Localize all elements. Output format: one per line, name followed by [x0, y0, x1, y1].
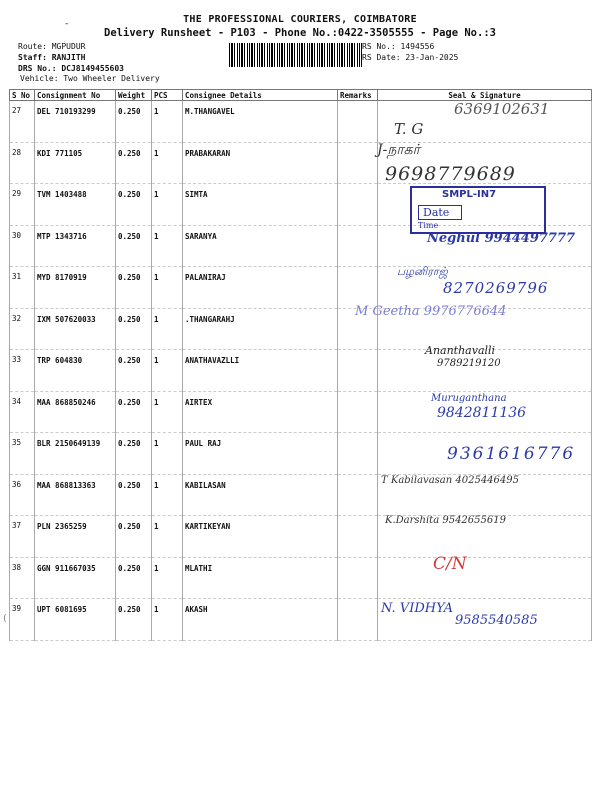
rs-date-value: 23-Jan-2025 — [405, 53, 459, 62]
rs-no-label: RS No.: — [362, 42, 396, 51]
col-header-consignment: Consignment No — [35, 90, 116, 101]
consignment-cell-text: MAA 868850246 — [37, 397, 96, 407]
weight-cell-text: 0.250 — [118, 148, 141, 158]
remarks-cell — [338, 267, 378, 309]
col-header-signature: Seal & Signature — [378, 90, 592, 101]
runsheet-title: Delivery Runsheet - P103 - Phone No.:0422-3505555 - Page No.:3 — [104, 27, 496, 39]
signature-cell — [378, 350, 592, 392]
col-header-consignee: Consignee Details — [183, 90, 338, 101]
table-row — [10, 350, 592, 392]
signature-cell — [378, 474, 592, 516]
sno-cell-text: 36 — [12, 479, 22, 489]
consignment-cell-text: PLN 2365259 — [37, 522, 87, 531]
handwriting-32: M Geetha 9976776644 — [355, 304, 507, 319]
consignment-cell-text: KDI 771105 — [37, 148, 83, 158]
handwriting-39a: N. VIDHYA — [381, 601, 454, 616]
pcs-cell-text: 1 — [154, 190, 159, 199]
weight-cell — [116, 516, 152, 558]
sno-cell-text: 32 — [12, 313, 22, 323]
pcs-cell — [152, 101, 183, 143]
sno-cell-text: 37 — [12, 521, 22, 530]
pcs-cell — [152, 308, 183, 350]
pcs-cell-text: 1 — [154, 273, 159, 282]
table-row — [10, 599, 592, 641]
signature-cell — [378, 267, 592, 309]
table-row — [10, 474, 592, 516]
sno-cell — [10, 101, 35, 143]
sno-cell-text: 31 — [12, 272, 22, 281]
consignee-cell — [183, 474, 338, 516]
table-row — [10, 101, 592, 143]
consignee-cell — [183, 350, 338, 392]
remarks-cell — [338, 433, 378, 475]
handwriting-36: T Kabilavasan 4025446495 — [381, 475, 519, 486]
pcs-cell — [152, 225, 183, 267]
sno-cell — [10, 516, 35, 558]
pcs-cell — [152, 184, 183, 226]
consignee-cell-text: AKASH — [185, 605, 208, 614]
handwriting-28b: J-நாகர் — [377, 142, 420, 158]
pcs-cell-text: 1 — [154, 480, 159, 490]
remarks-cell — [338, 557, 378, 599]
consignee-cell-text: PALANIRAJ — [185, 273, 226, 282]
consignee-cell — [183, 308, 338, 350]
runsheet-table — [9, 89, 592, 641]
handwriting-37: K.Darshita 9542655619 — [385, 515, 506, 526]
consignee-cell — [183, 184, 338, 226]
pcs-cell-text: 1 — [154, 107, 159, 116]
consignee-cell — [183, 267, 338, 309]
consignment-cell — [35, 101, 116, 143]
weight-cell-text: 0.250 — [118, 439, 141, 448]
weight-cell-text: 0.250 — [118, 314, 141, 324]
consignment-cell-text: MTP 1343716 — [37, 231, 87, 241]
consignment-cell-text: MYD 8170919 — [37, 273, 87, 282]
sno-cell-text: 30 — [12, 230, 22, 240]
pcs-cell-text: 1 — [154, 231, 159, 241]
consignment-cell — [35, 433, 116, 475]
handwriting-35: 9361616776 — [447, 444, 576, 464]
pcs-cell-text: 1 — [154, 522, 159, 531]
pcs-cell — [152, 391, 183, 433]
vehicle-line — [20, 73, 160, 85]
consignee-cell-text: ANATHAVAZLLI — [185, 356, 240, 365]
pcs-cell-text: 1 — [154, 397, 159, 407]
weight-cell — [116, 391, 152, 433]
handwriting-31b: 8270269796 — [443, 279, 549, 297]
table-row — [10, 557, 592, 599]
col-header-sno: S No — [10, 90, 35, 101]
remarks-cell — [338, 350, 378, 392]
pcs-cell-text: 1 — [154, 605, 159, 614]
handwriting-28a: T. G — [394, 120, 424, 138]
consignee-cell — [183, 433, 338, 475]
handwriting-27: 6369102631 — [454, 100, 550, 118]
handwriting-34b: 9842811136 — [437, 405, 527, 421]
sno-cell-text: 28 — [12, 147, 22, 157]
table-row — [10, 433, 592, 475]
signature-cell — [378, 101, 592, 143]
pcs-cell — [152, 350, 183, 392]
sno-cell — [10, 391, 35, 433]
consignment-cell — [35, 474, 116, 516]
pcs-cell — [152, 142, 183, 184]
consignee-cell — [183, 225, 338, 267]
sno-cell-text: 34 — [12, 396, 22, 406]
consignment-cell — [35, 184, 116, 226]
pcs-cell — [152, 516, 183, 558]
stamp-date-box: Date — [418, 205, 462, 220]
table-row — [10, 391, 592, 433]
consignee-cell — [183, 142, 338, 184]
consignee-cell-text: SIMTA — [185, 190, 208, 199]
consignment-cell — [35, 142, 116, 184]
rs-date-line — [362, 52, 458, 64]
weight-cell-text: 0.250 — [118, 563, 141, 573]
consignee-cell-text: KARTIKEYAN — [185, 522, 231, 531]
remarks-cell — [338, 516, 378, 558]
sno-cell — [10, 225, 35, 267]
consignee-cell-text: PAUL RAJ — [185, 439, 222, 448]
weight-cell-text: 0.250 — [118, 480, 141, 490]
route-label: Route: — [18, 42, 47, 51]
consignment-cell-text: DEL 710193299 — [37, 107, 96, 116]
company-title: THE PROFESSIONAL COURIERS, COIMBATORE — [183, 14, 417, 25]
weight-cell — [116, 101, 152, 143]
drs-value: DCJ8149455603 — [61, 64, 124, 73]
handwriting-30: Neghul 9944497777 — [427, 231, 576, 246]
pcs-cell — [152, 267, 183, 309]
weight-cell — [116, 225, 152, 267]
remarks-cell — [338, 474, 378, 516]
stray-mark: ( — [2, 614, 8, 624]
table-row — [10, 308, 592, 350]
signature-cell — [378, 516, 592, 558]
signature-cell — [378, 308, 592, 350]
col-header-remarks: Remarks — [338, 90, 378, 101]
consignment-cell-text: IXM 507620033 — [37, 314, 96, 324]
handwriting-31a: பழனிராஜ் — [397, 265, 448, 278]
consignee-cell-text: .THANGARAHJ — [185, 314, 235, 324]
consignment-cell-text: BLR 2150649139 — [37, 439, 101, 448]
consignee-cell-text: MLATHI — [185, 563, 213, 573]
consignment-cell — [35, 516, 116, 558]
vehicle-value: Two Wheeler Delivery — [63, 74, 160, 83]
pcs-cell — [152, 433, 183, 475]
consignment-cell — [35, 391, 116, 433]
signature-cell — [378, 599, 592, 641]
pcs-cell — [152, 474, 183, 516]
remarks-cell — [338, 225, 378, 267]
consignee-cell — [183, 557, 338, 599]
sno-cell — [10, 474, 35, 516]
weight-cell-text: 0.250 — [118, 273, 141, 282]
stamp-time-label: Time — [418, 221, 439, 230]
sno-cell — [10, 557, 35, 599]
consignment-cell — [35, 225, 116, 267]
pcs-cell-text: 1 — [154, 439, 159, 448]
weight-cell — [116, 474, 152, 516]
remarks-cell — [338, 391, 378, 433]
stray-mark: - — [64, 19, 70, 29]
drs-label: DRS No.: — [18, 64, 57, 73]
consignment-cell — [35, 350, 116, 392]
weight-cell-text: 0.250 — [118, 231, 141, 241]
rs-date-label: RS Date: — [362, 53, 401, 62]
staff-label: Staff: — [18, 53, 47, 62]
consignee-cell-text: M.THANGAVEL — [185, 107, 235, 116]
remarks-cell — [338, 599, 378, 641]
consignment-cell — [35, 557, 116, 599]
sno-cell-text: 29 — [12, 189, 22, 198]
col-header-pcs: PCS — [152, 90, 183, 101]
weight-cell — [116, 184, 152, 226]
weight-cell — [116, 433, 152, 475]
rs-no-value: 1494556 — [400, 42, 435, 51]
sno-cell-text: 39 — [12, 604, 22, 613]
handwriting-33a: Ananthavalli — [425, 344, 496, 357]
consignee-cell — [183, 391, 338, 433]
weight-cell — [116, 267, 152, 309]
weight-cell-text: 0.250 — [118, 522, 141, 531]
vehicle-label: Vehicle: — [20, 74, 59, 83]
sno-cell-text: 33 — [12, 355, 22, 364]
weight-cell-text: 0.250 — [118, 605, 141, 614]
weight-cell-text: 0.250 — [118, 397, 141, 407]
pcs-cell-text: 1 — [154, 356, 159, 365]
company-stamp — [410, 186, 546, 234]
staff-value: RANJITH — [51, 53, 86, 62]
consignment-cell — [35, 308, 116, 350]
remarks-cell — [338, 101, 378, 143]
sno-cell-text: 35 — [12, 438, 22, 447]
consignee-cell-text: SARANYA — [185, 231, 217, 241]
weight-cell-text: 0.250 — [118, 107, 141, 116]
consignment-cell — [35, 599, 116, 641]
sno-cell — [10, 433, 35, 475]
sno-cell — [10, 308, 35, 350]
consignee-cell — [183, 516, 338, 558]
sno-cell-text: 27 — [12, 106, 22, 115]
sno-cell — [10, 267, 35, 309]
col-header-weight: Weight — [116, 90, 152, 101]
sno-cell — [10, 142, 35, 184]
barcode — [229, 43, 362, 67]
table-header-row — [10, 90, 592, 101]
handwriting-39b: 9585540585 — [455, 613, 538, 628]
table-body — [10, 101, 592, 641]
handwriting-38: C/N — [433, 554, 467, 574]
signature-cell — [378, 557, 592, 599]
weight-cell — [116, 557, 152, 599]
remarks-cell — [338, 184, 378, 226]
consignment-cell-text: TRP 604830 — [37, 356, 83, 365]
consignee-cell — [183, 101, 338, 143]
table-row — [10, 142, 592, 184]
signature-cell — [378, 142, 592, 184]
consignment-cell-text: MAA 868813363 — [37, 480, 96, 490]
handwriting-34a: Muruganthana — [431, 393, 507, 404]
pcs-cell-text: 1 — [154, 563, 159, 573]
pcs-cell-text: 1 — [154, 148, 159, 158]
handwriting-29: 9698779689 — [385, 163, 516, 185]
weight-cell — [116, 308, 152, 350]
pcs-cell-text: 1 — [154, 314, 159, 324]
weight-cell — [116, 599, 152, 641]
handwriting-33b: 9789219120 — [437, 358, 501, 369]
consignee-cell-text: AIRTEX — [185, 397, 213, 407]
weight-cell — [116, 350, 152, 392]
consignee-cell-text: PRABAKARAN — [185, 148, 231, 158]
signature-cell — [378, 433, 592, 475]
consignment-cell-text: TVM 1403488 — [37, 190, 87, 199]
sno-cell — [10, 350, 35, 392]
consignment-cell-text: GGN 911667035 — [37, 563, 96, 573]
pcs-cell — [152, 599, 183, 641]
sno-cell — [10, 184, 35, 226]
table-row — [10, 267, 592, 309]
table-row — [10, 516, 592, 558]
remarks-cell — [338, 308, 378, 350]
weight-cell — [116, 142, 152, 184]
consignment-cell-text: UPT 6081695 — [37, 605, 87, 614]
route-value: MGPUDUR — [51, 42, 86, 51]
consignment-cell — [35, 267, 116, 309]
remarks-cell — [338, 142, 378, 184]
stamp-title: SMPL-IN7 — [442, 189, 497, 200]
sno-cell — [10, 599, 35, 641]
signature-cell — [378, 391, 592, 433]
consignee-cell — [183, 599, 338, 641]
pcs-cell — [152, 557, 183, 599]
sno-cell-text: 38 — [12, 562, 22, 572]
weight-cell-text: 0.250 — [118, 190, 141, 199]
weight-cell-text: 0.250 — [118, 356, 141, 365]
consignee-cell-text: KABILASAN — [185, 480, 226, 490]
